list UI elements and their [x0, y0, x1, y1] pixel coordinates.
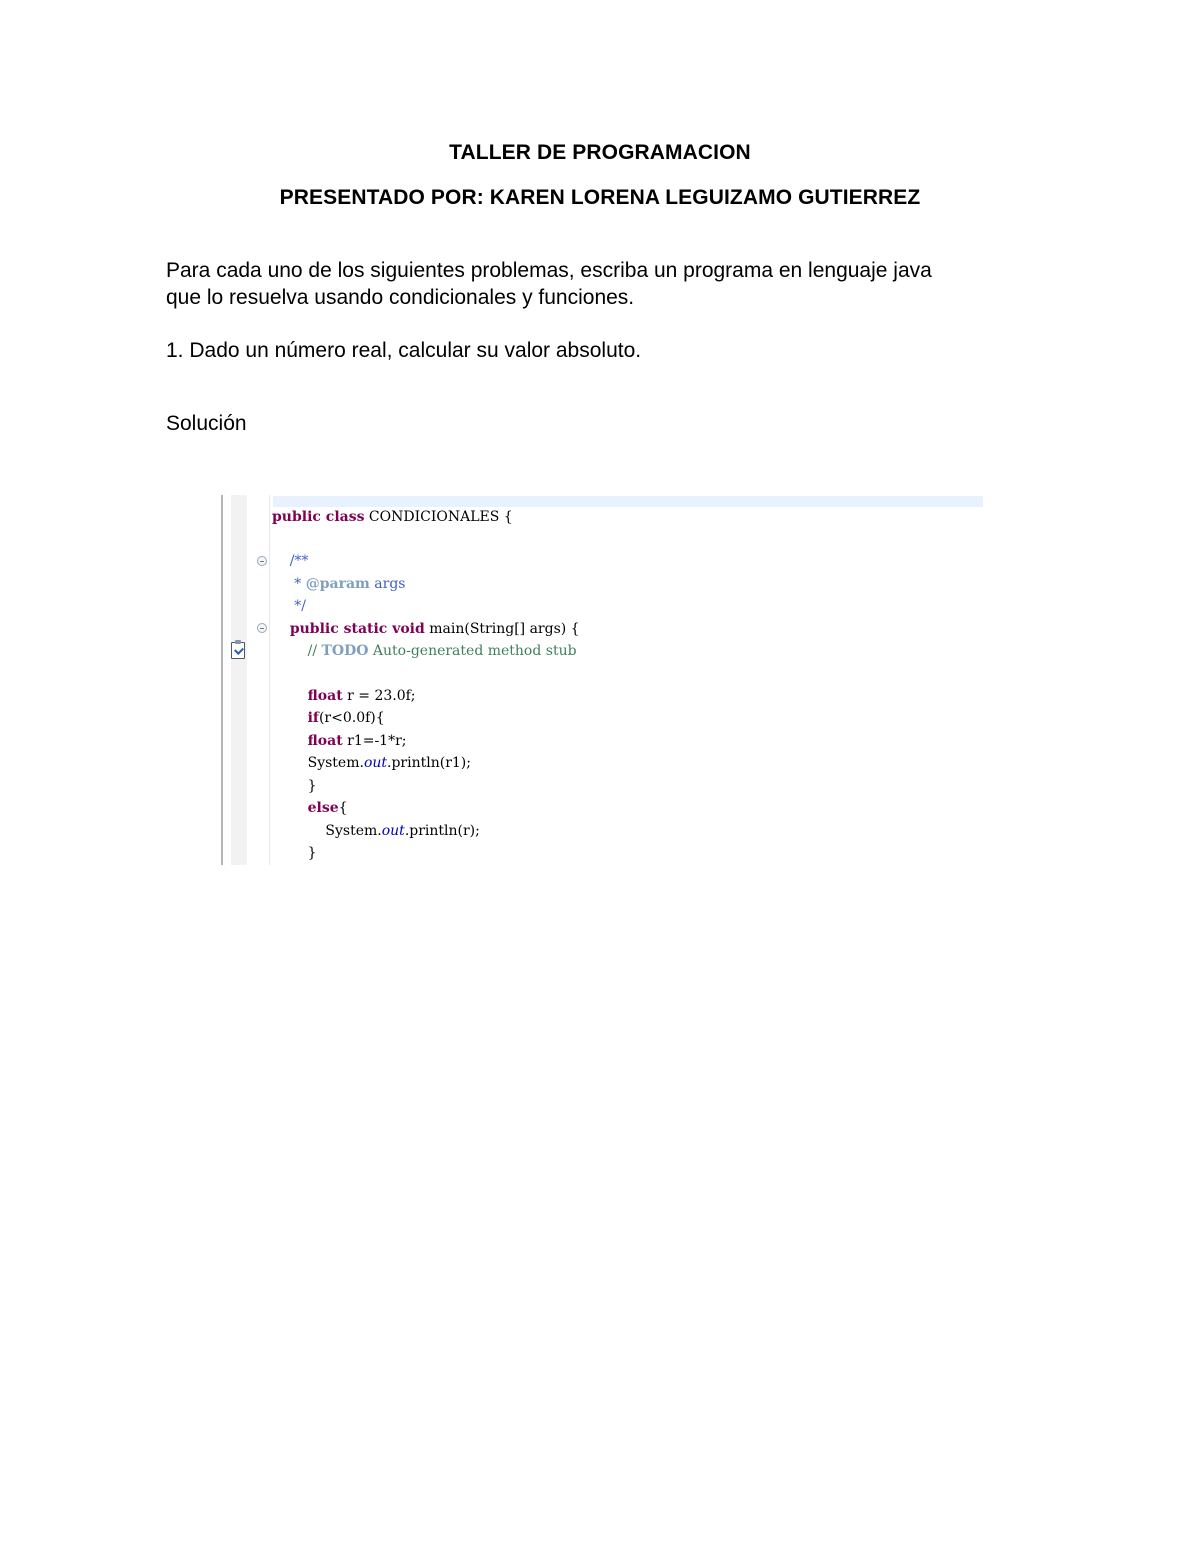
problem-1: 1. Dado un número real, calcular su valor absoluto.	[166, 339, 642, 362]
code-line	[272, 777, 317, 795]
code-screenshot	[221, 495, 983, 865]
current-line-highlight	[273, 496, 983, 507]
code-javadoc: /**	[272, 553, 309, 569]
code-line	[272, 709, 385, 727]
code-field: out	[381, 823, 405, 839]
code-javadoc: */	[272, 598, 306, 614]
code-indent	[272, 800, 308, 816]
code-text: System.	[272, 823, 382, 839]
code-field: out	[363, 755, 388, 771]
code-indent	[272, 621, 290, 637]
code-text: (r<0.0f){	[318, 710, 385, 726]
code-keyword: else	[307, 800, 339, 816]
code-keyword: public static void	[289, 621, 425, 637]
code-text: }	[272, 778, 317, 794]
fold-collapse-icon	[257, 623, 267, 633]
solution-label: Solución	[166, 412, 247, 435]
intro-line-2: que lo resuelva usando condicionales y funciones.	[166, 286, 635, 309]
code-indent	[272, 733, 308, 749]
code-indent	[272, 710, 308, 726]
line-ruler	[269, 495, 270, 865]
code-line	[272, 844, 317, 862]
task-marker-icon	[231, 642, 245, 659]
code-comment: //	[307, 643, 322, 659]
code-indent	[272, 688, 308, 704]
code-line	[272, 620, 580, 638]
code-javadoc-tag: @param	[305, 576, 370, 592]
code-line	[272, 822, 480, 840]
code-comment: Auto-generated method stub	[368, 643, 577, 659]
editor-gutter	[231, 495, 247, 865]
code-text: System.	[272, 755, 364, 771]
author-line: PRESENTADO POR: KAREN LORENA LEGUIZAMO GUTIERREZ	[279, 186, 921, 209]
editor-border	[221, 495, 223, 865]
code-text: .println(r1);	[387, 755, 471, 771]
code-indent	[272, 643, 308, 659]
code-text: }	[272, 845, 317, 861]
code-line	[272, 687, 416, 705]
code-keyword: float	[307, 733, 343, 749]
code-keyword: public class	[272, 509, 365, 525]
code-text: {	[338, 800, 348, 816]
code-todo: TODO	[321, 643, 369, 659]
code-keyword: float	[307, 688, 343, 704]
document-title: TALLER DE PROGRAMACION	[449, 141, 751, 164]
code-line	[272, 754, 471, 772]
code-line	[272, 732, 407, 750]
code-line	[272, 575, 405, 593]
fold-collapse-icon	[257, 556, 267, 566]
code-text: r1=-1*r;	[342, 733, 407, 749]
code-text: CONDICIONALES {	[364, 509, 513, 525]
code-keyword: if	[307, 710, 319, 726]
code-javadoc: *	[272, 576, 306, 592]
intro-paragraph	[166, 257, 1066, 311]
code-line	[272, 508, 513, 526]
code-text: main(String[] args) {	[424, 621, 580, 637]
code-line	[272, 642, 577, 660]
code-line	[272, 552, 309, 570]
code-javadoc: args	[369, 576, 406, 592]
code-text: .println(r);	[404, 823, 480, 839]
code-line	[272, 597, 306, 615]
code-line	[272, 799, 348, 817]
code-text: r = 23.0f;	[342, 688, 416, 704]
intro-line-1: Para cada uno de los siguientes problemas, escriba un programa en lenguaje java	[166, 259, 932, 282]
